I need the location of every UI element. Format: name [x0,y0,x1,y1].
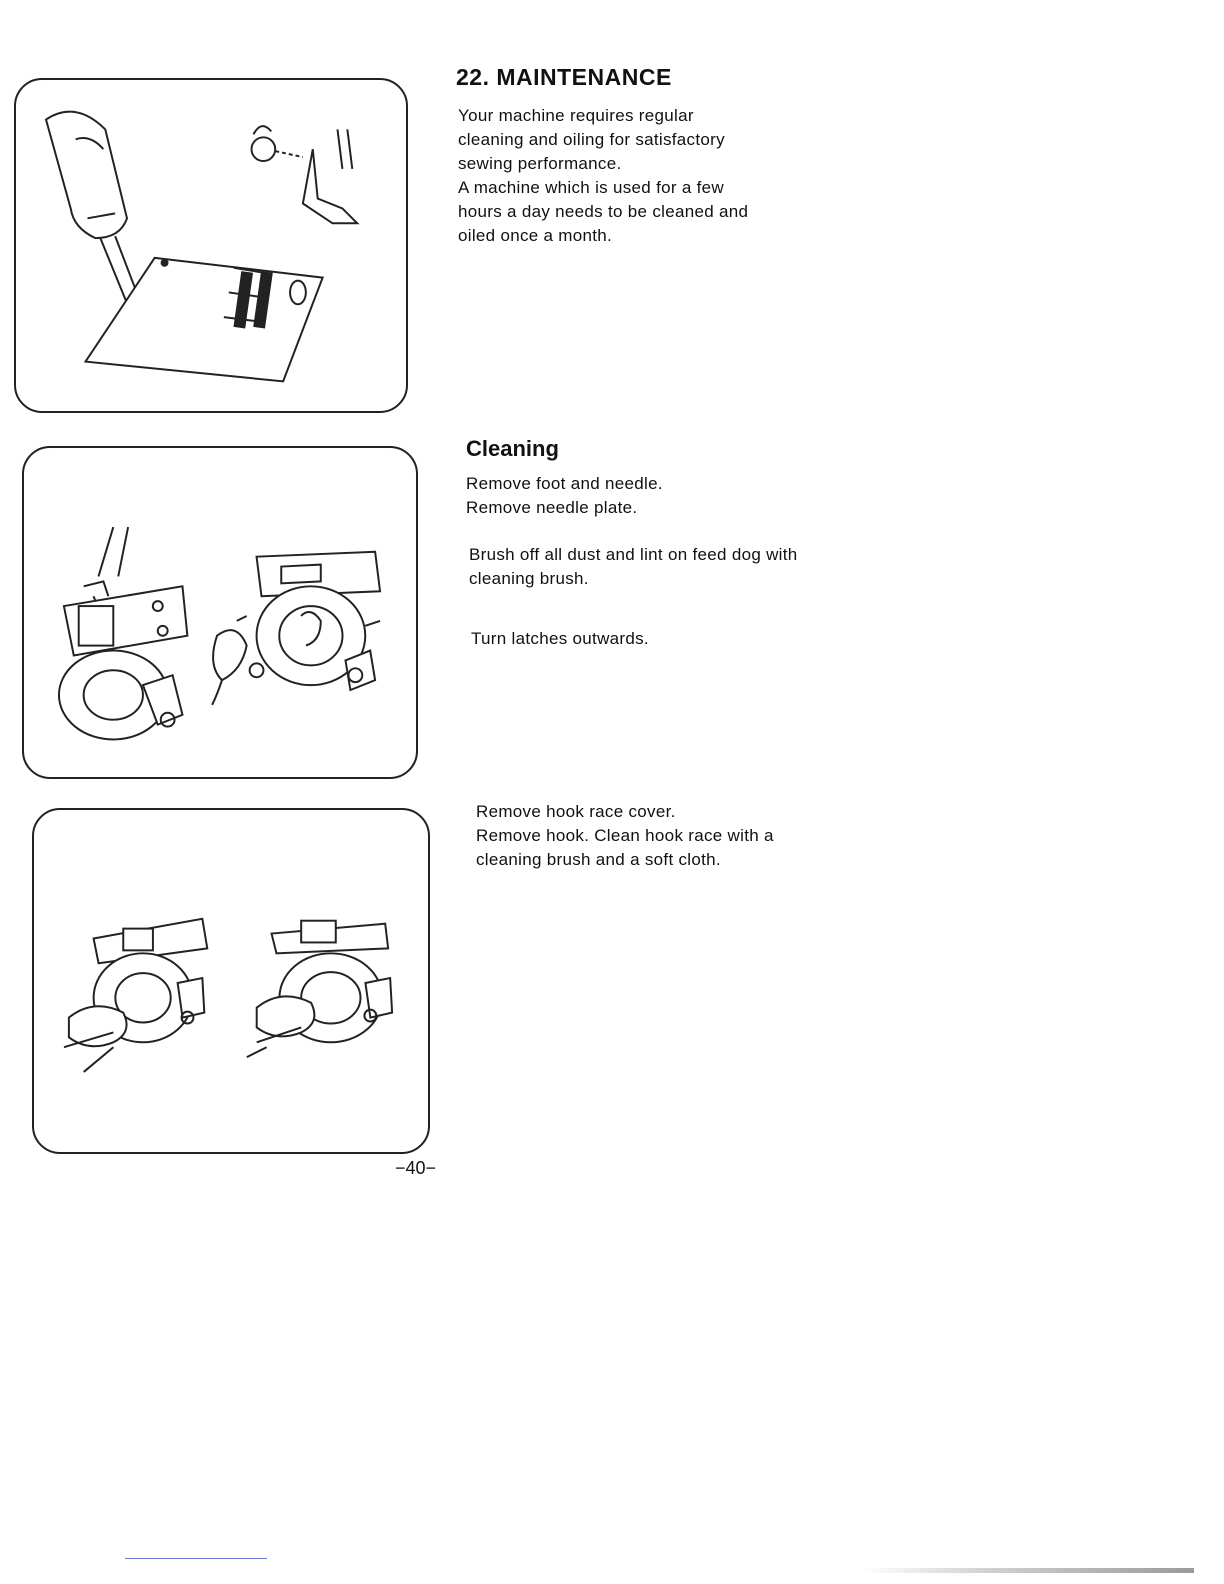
step-line: Remove hook race cover. [476,802,676,821]
illustration-panel-hook-race [32,808,430,1154]
screwdriver-needle-plate-illustration [16,80,406,411]
intro-paragraph: A machine which is used for a few hours a day needs to be cleaned and oiled once a month. [458,178,749,245]
illustration-panel-needle-plate [14,78,408,413]
cleaning-step [469,543,799,591]
cleaning-step [471,610,791,668]
scan-artifact-gradient [860,1568,1194,1573]
scan-artifact-line [125,1558,267,1559]
step-line: Brush off all dust and lint on feed dog with cleaning brush. [469,545,798,588]
intro-text [458,104,758,248]
cleaning-step [476,800,786,872]
remove-hook-race-illustration [34,810,428,1152]
step-line: Remove hook. Clean hook race with a cleaning brush and a soft cloth. [476,826,774,869]
step-line: Turn latches outwards. [471,629,649,648]
step-line: Remove foot and needle. [466,474,663,493]
intro-paragraph: Your machine requires regular cleaning and oiling for satisfactory sewing performance. [458,106,725,173]
section-title: 22. MAINTENANCE [456,64,672,90]
cleaning-step [466,472,786,520]
step-line: Remove needle plate. [466,498,638,517]
brush-feed-dog-latches-illustration [24,448,416,777]
illustration-panel-feed-dog-latches [22,446,418,779]
page-number: −40− [395,1158,437,1178]
cleaning-heading: Cleaning [466,436,559,461]
